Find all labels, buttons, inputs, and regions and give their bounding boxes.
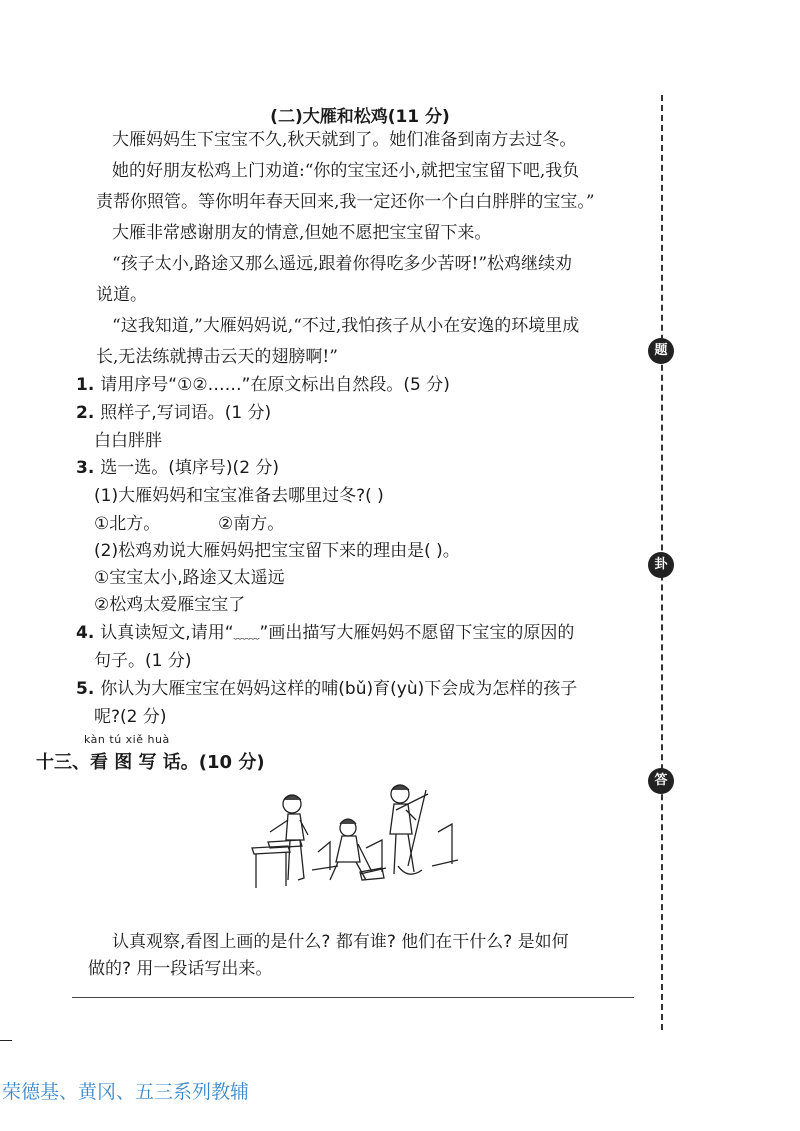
side-mark-3: 答	[648, 768, 674, 794]
question-1-text: 请用序号“①②……”在原文标出自然段。(5 分)	[100, 375, 450, 395]
footer-brand: 荣德基、黄冈、五三系列教辅	[2, 1081, 250, 1103]
cleaning-illustration	[248, 780, 468, 895]
question-3-sub1-option-a: ①北方。	[94, 514, 161, 534]
passage-paragraph-5: “这我知道,”大雁妈妈说,“不过,我怕孩子从小在安逸的环境里成	[112, 316, 580, 336]
question-1-number: 1.	[76, 375, 95, 395]
passage-paragraph-1: 大雁妈妈生下宝宝不久,秋天就到了。她们准备到南方去过冬。	[112, 130, 577, 150]
side-mark-2: 卦	[648, 552, 674, 578]
question-3-number: 3.	[76, 458, 95, 478]
question-3-sub1: (1)大雁妈妈和宝宝准备去哪里过冬?( )	[94, 486, 384, 506]
question-2-example: 白白胖胖	[94, 431, 162, 451]
passage-paragraph-3: 大雁非常感谢朋友的情意,但她不愿把宝宝留下来。	[112, 223, 492, 243]
question-1	[76, 371, 450, 399]
writing-prompt-line2: 做的? 用一段话写出来。	[88, 959, 273, 979]
question-3-text: 选一选。(填序号)(2 分)	[100, 458, 280, 478]
question-3-sub2-option-a: ①宝宝太小,路途又太遥远	[94, 568, 285, 588]
question-4-text-before: 认真读短文,请用“	[100, 623, 234, 643]
wavy-line-mark: ﹏﹏	[233, 627, 260, 642]
question-5-line2: 呢?(2 分)	[94, 707, 167, 727]
passage-paragraph-4-cont: 说道。	[96, 285, 147, 305]
question-5-number: 5.	[76, 679, 95, 699]
question-2	[76, 399, 271, 427]
question-4-text-after: ”画出描写大雁妈妈不愿留下宝宝的原因的	[259, 623, 575, 643]
question-5	[76, 675, 577, 703]
question-2-number: 2.	[76, 403, 95, 423]
passage-paragraph-4: “孩子太小,路途又那么遥远,跟着你得吃多少苦呀!”松鸡继续劝	[112, 254, 573, 274]
section-13-title: 十三、看 图 写 话。(10 分)	[36, 752, 265, 773]
question-4	[76, 619, 574, 649]
question-3-sub2-option-b: ②松鸡太爱雁宝宝了	[94, 595, 246, 615]
corner-mark	[0, 1040, 12, 1041]
question-5-text: 你认为大雁宝宝在妈妈这样的哺(bǔ)育(yù)下会成为怎样的孩子	[100, 679, 578, 699]
question-4-number: 4.	[76, 623, 95, 643]
section-13-pinyin: kàn tú xiě huà	[84, 733, 170, 746]
question-3-sub1-option-b: ②南方。	[218, 514, 285, 534]
passage-paragraph-2-cont: 责帮你照管。等你明年春天回来,我一定还你一个白白胖胖的宝宝。”	[96, 192, 595, 212]
question-3-sub2: (2)松鸡劝说大雁妈妈把宝宝留下来的理由是( )。	[94, 541, 460, 561]
passage-paragraph-5-cont: 长,无法练就搏击云天的翅膀啊!”	[96, 347, 338, 367]
question-3	[76, 454, 279, 482]
question-4-line2: 句子。(1 分)	[94, 651, 192, 671]
side-mark-1: 题	[648, 338, 674, 364]
section-title: (二)大雁和松鸡(11 分)	[270, 107, 450, 127]
passage-paragraph-2: 她的好朋友松鸡上门劝道:“你的宝宝还小,就把宝宝留下吧,我负	[112, 161, 580, 181]
answer-line[interactable]	[72, 997, 634, 998]
writing-prompt-line1: 认真观察,看图上画的是什么? 都有谁? 他们在干什么? 是如何	[112, 932, 569, 952]
question-2-text: 照样子,写词语。(1 分)	[100, 403, 272, 423]
